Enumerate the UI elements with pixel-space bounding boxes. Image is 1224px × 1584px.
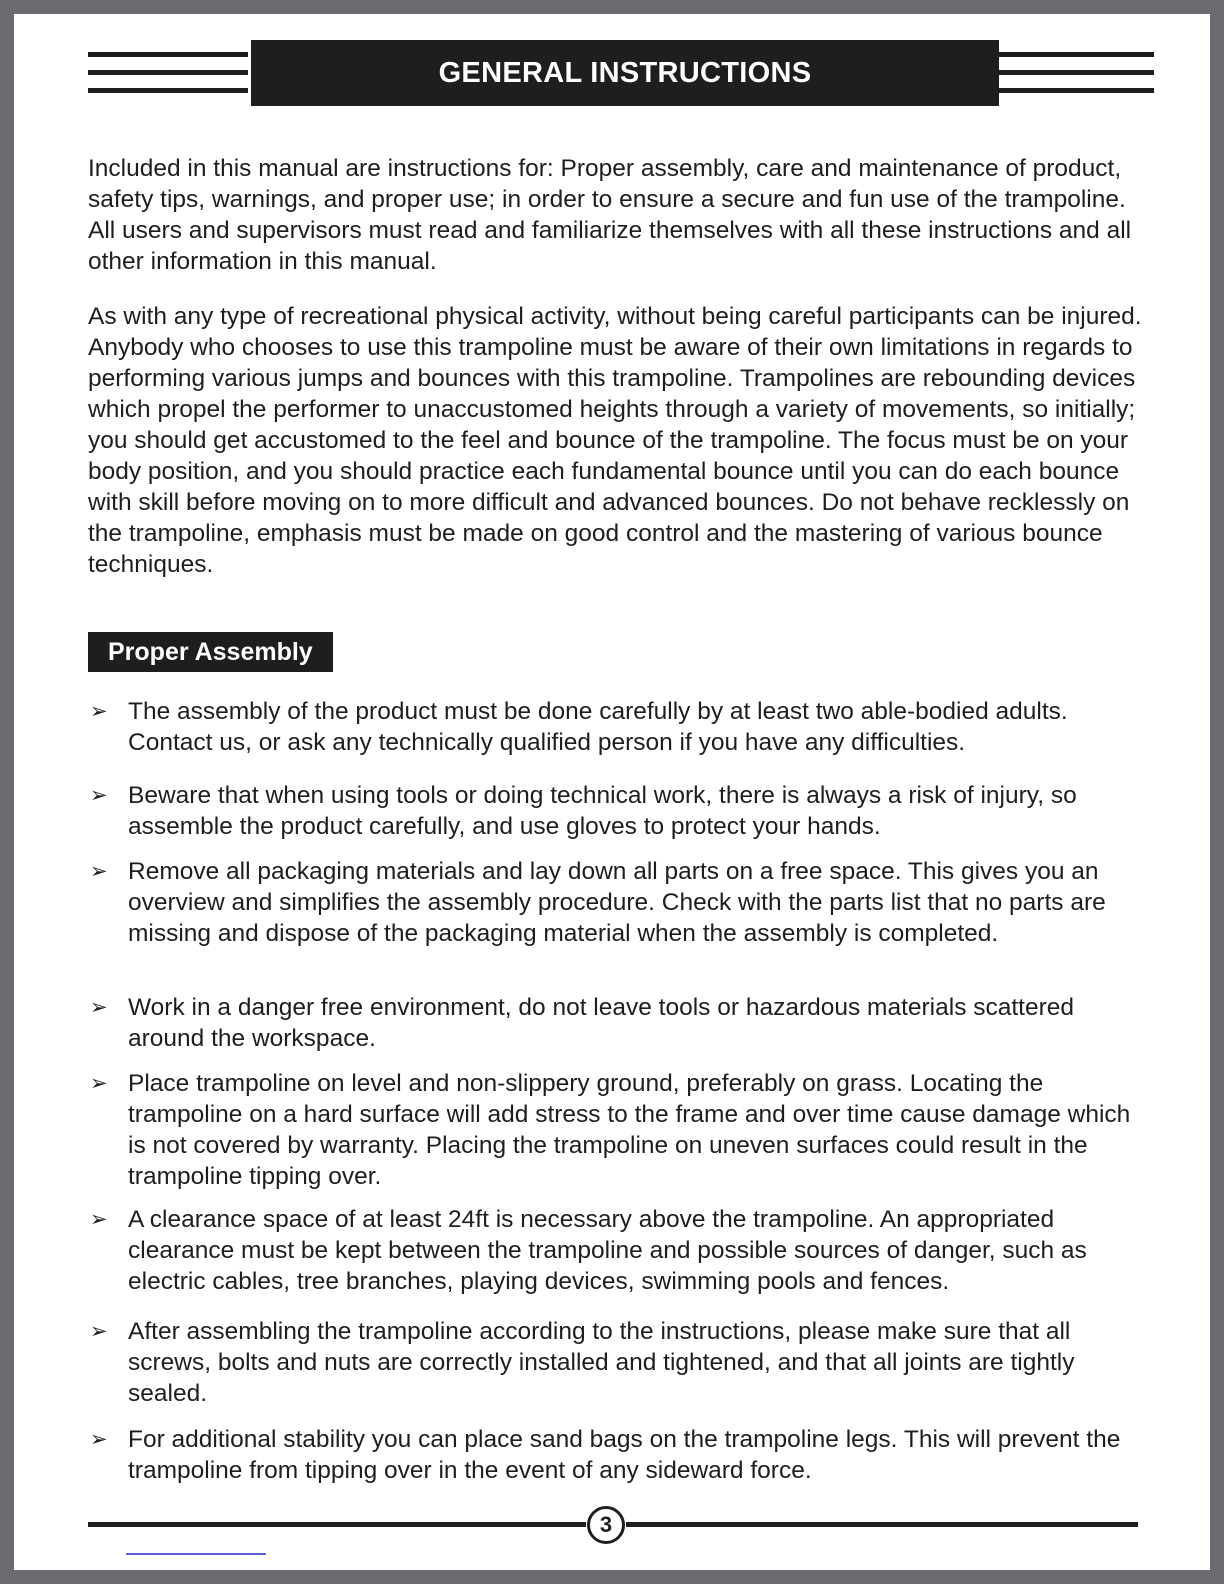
header-rule-left [88,52,248,94]
arrow-bullet-icon: ➢ [90,996,108,1019]
page-title: GENERAL INSTRUCTIONS [251,40,999,106]
footer-rule-left [88,1522,586,1527]
arrow-bullet-icon: ➢ [90,1208,108,1231]
list-item [88,1204,1154,1297]
list-item [88,1068,1154,1192]
arrow-bullet-icon: ➢ [90,784,108,807]
list-item [88,1316,1154,1409]
intro-paragraph-2: As with any type of recreational physical activity, without being careful participants can be injured. Anybody who chooses to use this trampoline must be aware of their own limitations in regards to performing various jumps and bounces with this trampoline. Trampolines are rebounding devices which propel the performer to unaccustomed heights through a variety of movements, so initially; you should get accustomed to the feel and bounce of the trampoline. The focus must be on your body position, and you should practice each fundamental bounce until you can do each bounce with skill before moving on to more difficult and advanced bounces. Do not behave recklessly on the trampoline, emphasis must be made on good control and the mastering of various bounce techniques. [88,303,1142,578]
list-item-text: After assembling the trampoline according to the instructions, please make sure that all screws, bolts and nuts are correctly installed and tightened, and that all joints are tightly sealed. [128,1318,1075,1407]
list-item-text: Place trampoline on level and non-slippery ground, preferably on grass. Locating the trampoline on a hard surface will add stress to the frame and over time cause damage which is not covered by warranty. Placing the trampoline on uneven surfaces could result in the trampoline tipping over. [128,1070,1131,1190]
footer-rule-right [626,1522,1138,1527]
link-underline[interactable] [126,1553,266,1555]
list-item [88,780,1154,842]
arrow-bullet-icon: ➢ [90,700,108,723]
list-item-text: The assembly of the product must be done carefully by at least two able-bodied adults. Contact us, or ask any technically qualified person if you have any difficulties. [128,698,1068,756]
list-item-text: A clearance space of at least 24ft is necessary above the trampoline. An appropriated clearance must be kept between the trampoline and possible sources of danger, such as electric cables, tree branches, playing devices, swimming pools and fences. [128,1206,1087,1295]
list-item-text: Beware that when using tools or doing technical work, there is always a risk of injury, so assemble the product carefully, and use gloves to protect your hands. [128,782,1077,840]
list-item-text: Remove all packaging materials and lay down all parts on a free space. This gives you an overview and simplifies the assembly procedure. Check with the parts list that no parts are missing and dispose of the packaging material when the assembly is completed. [128,858,1106,947]
arrow-bullet-icon: ➢ [90,1428,108,1451]
page-number: 3 [587,1506,625,1544]
header-rule-right [994,52,1154,94]
intro-paragraph-1: Included in this manual are instructions for: Proper assembly, care and maintenance of product, safety tips, warnings, and proper use; in order to ensure a secure and fun use of the trampoline. All users and supervisors must read and familiarize themselves with all these instructions and all other information in this manual. [88,155,1132,275]
list-item [88,856,1154,949]
section-title-proper-assembly: Proper Assembly [88,632,333,672]
page-header [88,40,1154,106]
list-item-text: Work in a danger free environment, do not leave tools or hazardous materials scattered around the workspace. [128,994,1075,1052]
list-item [88,1424,1154,1486]
list-item [88,696,1154,758]
list-item-text: For additional stability you can place sand bags on the trampoline legs. This will prevent the trampoline from tipping over in the event of any sideward force. [128,1426,1121,1484]
arrow-bullet-icon: ➢ [90,1320,108,1343]
list-item [88,992,1154,1054]
arrow-bullet-icon: ➢ [90,860,108,883]
document-page [14,14,1210,1570]
arrow-bullet-icon: ➢ [90,1072,108,1095]
